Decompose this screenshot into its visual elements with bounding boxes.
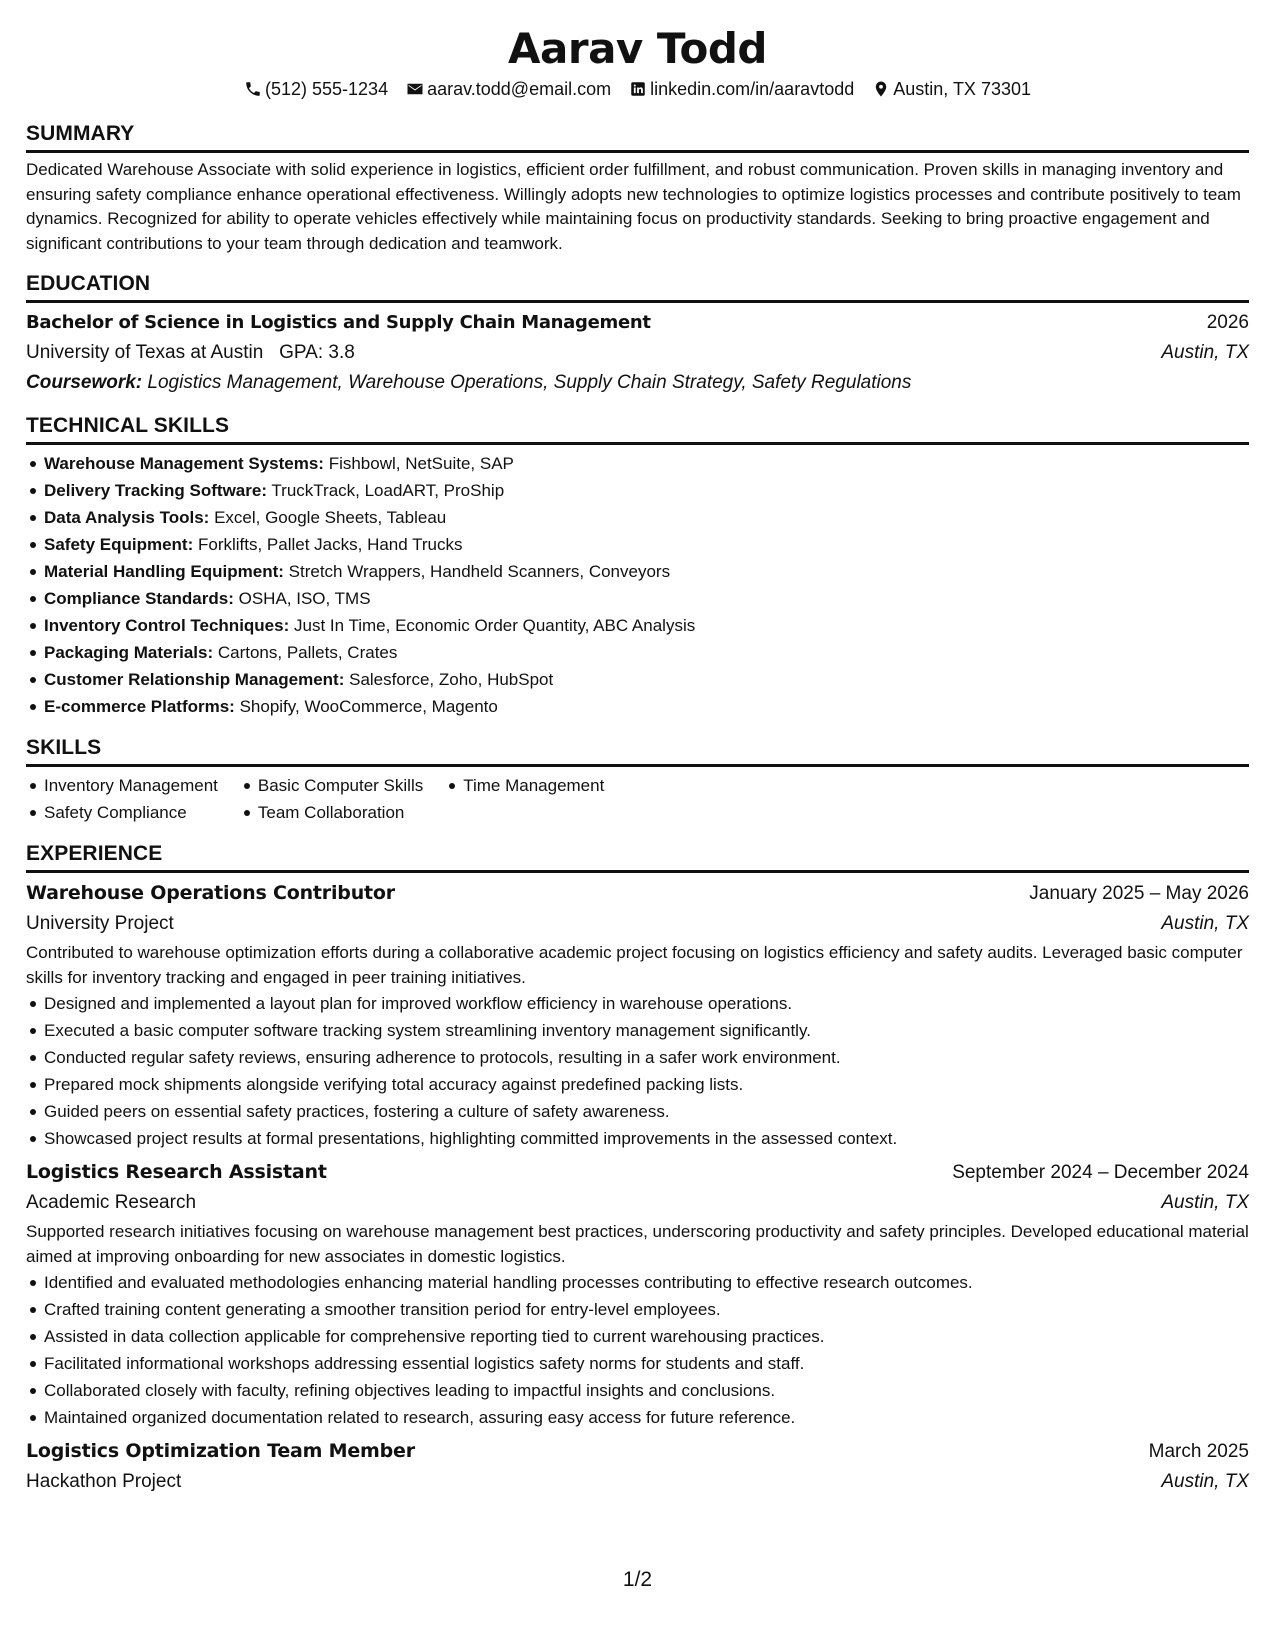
job-title: Logistics Optimization Team Member — [26, 1440, 415, 1462]
location-text: Austin, TX 73301 — [893, 79, 1031, 99]
skills-heading: SKILLS — [26, 734, 1249, 767]
gpa: GPA: 3.8 — [279, 342, 355, 363]
job-bullets — [26, 990, 1249, 1152]
envelope-icon — [406, 80, 424, 98]
education-school-row — [26, 338, 1249, 368]
summary-text: Dedicated Warehouse Associate with solid experience in logistics, efficient order fulfillment, and robust communication. Proven skills in managing inventory and ensuring safety compliance enhance operational effectiveness. Willingly adopts new technologies to optimize logistics processes and contribute positively to team dynamics. Recognized for ability to operate vehicles effectively while maintaining focus on productivity standards. Seeking to bring proactive engagement and significant contributions to your team through dedication and teamwork. — [26, 160, 1241, 253]
list-item: Safety Compliance — [26, 799, 218, 826]
contact-bar — [26, 76, 1249, 102]
technical-skills-section — [26, 412, 1249, 720]
job-organization: Academic Research — [26, 1192, 197, 1213]
experience-entry — [26, 878, 1249, 1152]
job-description: Contributed to warehouse optimization efforts during a collaborative academic project focusing on logistics efficiency and safety audits. Leveraged basic computer skills for inventory tracking and engaged in peer training initiatives. — [26, 943, 1243, 987]
job-org-row — [26, 909, 1249, 939]
skills-columns — [26, 772, 1249, 826]
school-line — [26, 338, 355, 368]
job-header-row — [26, 878, 1249, 909]
job-bullets — [26, 1269, 1249, 1431]
linkedin-text: linkedin.com/in/aaravtodd — [650, 79, 855, 99]
experience-section — [26, 840, 1249, 1497]
list-item: E-commerce Platforms: Shopify, WooCommerce, Magento — [26, 693, 1249, 720]
experience-heading: EXPERIENCE — [26, 840, 1249, 873]
job-description: Supported research initiatives focusing on warehouse management best practices, underscoring productivity and safety principles. Developed educational material aimed at improving onboarding for new associates in domestic logistics. — [26, 1222, 1249, 1266]
job-organization: University Project — [26, 913, 174, 934]
list-item: Inventory Management — [26, 772, 218, 799]
contact-phone[interactable] — [244, 76, 388, 102]
list-item: Material Handling Equipment: Stretch Wrappers, Handheld Scanners, Conveyors — [26, 558, 1249, 585]
skills-section — [26, 734, 1249, 826]
list-item: Inventory Control Techniques: Just In Time, Economic Order Quantity, ABC Analysis — [26, 612, 1249, 639]
job-title: Warehouse Operations Contributor — [26, 882, 395, 904]
job-org-row — [26, 1188, 1249, 1218]
contact-linkedin[interactable] — [629, 76, 854, 102]
coursework-list: Logistics Management, Warehouse Operations, Supply Chain Strategy, Safety Regulations — [147, 372, 912, 393]
coursework-label: Coursework: — [26, 372, 143, 393]
list-item: Designed and implemented a layout plan for improved workflow efficiency in warehouse operations. — [26, 990, 1249, 1017]
education-section — [26, 270, 1249, 398]
list-item: Compliance Standards: OSHA, ISO, TMS — [26, 585, 1249, 612]
contact-email[interactable] — [406, 76, 611, 102]
list-item: Identified and evaluated methodologies enhancing material handling processes contributing to effective research outcomes. — [26, 1269, 1249, 1296]
job-location: Austin, TX — [1161, 913, 1249, 934]
graduation-year: 2026 — [1206, 312, 1249, 333]
list-item: Assisted in data collection applicable for comprehensive reporting tied to current warehousing practices. — [26, 1323, 1249, 1350]
job-dates: January 2025 – May 2026 — [1029, 883, 1249, 904]
school-location: Austin, TX — [1161, 342, 1249, 363]
candidate-name: Aarav Todd — [508, 24, 767, 73]
list-item: Facilitated informational workshops addressing essential logistics safety norms for students and staff. — [26, 1350, 1249, 1377]
list-item: Team Collaboration — [240, 799, 423, 826]
summary-heading: SUMMARY — [26, 120, 1249, 153]
phone-text: (512) 555-1234 — [264, 79, 389, 99]
list-item: Maintained organized documentation related to research, assuring easy access for future reference. — [26, 1404, 1249, 1431]
list-item: Data Analysis Tools: Excel, Google Sheets, Tableau — [26, 504, 1249, 531]
skills-column-3 — [445, 772, 604, 826]
list-item: Crafted training content generating a smoother transition period for entry-level employees. — [26, 1296, 1249, 1323]
skills-column-2 — [240, 772, 423, 826]
page-number: 1/2 — [622, 1568, 653, 1591]
list-item: Executed a basic computer software tracking system streamlining inventory management significantly. — [26, 1017, 1249, 1044]
job-org-row — [26, 1467, 1249, 1497]
list-item: Conducted regular safety reviews, ensuring adherence to protocols, resulting in a safer work environment. — [26, 1044, 1249, 1071]
school-name: University of Texas at Austin — [26, 342, 264, 363]
list-item: Safety Equipment: Forklifts, Pallet Jacks, Hand Trucks — [26, 531, 1249, 558]
degree-title: Bachelor of Science in Logistics and Supply Chain Management — [26, 312, 651, 333]
job-dates: March 2025 — [1148, 1441, 1249, 1462]
map-pin-icon — [872, 80, 890, 98]
contact-location — [872, 76, 1031, 102]
education-heading: EDUCATION — [26, 270, 1249, 303]
list-item: Guided peers on essential safety practices, fostering a culture of safety awareness. — [26, 1098, 1249, 1125]
phone-icon — [244, 80, 262, 98]
list-item: Time Management — [445, 772, 604, 799]
list-item: Basic Computer Skills — [240, 772, 423, 799]
coursework-line — [26, 368, 1249, 398]
experience-entry — [26, 1157, 1249, 1431]
list-item: Collaborated closely with faculty, refining objectives leading to impactful insights and conclusions. — [26, 1377, 1249, 1404]
job-location: Austin, TX — [1161, 1471, 1249, 1492]
resume-page — [26, 24, 1249, 1497]
job-dates: September 2024 – December 2024 — [952, 1162, 1249, 1183]
list-item: Warehouse Management Systems: Fishbowl, NetSuite, SAP — [26, 450, 1249, 477]
skills-column-1 — [26, 772, 218, 826]
list-item: Customer Relationship Management: Salesforce, Zoho, HubSpot — [26, 666, 1249, 693]
summary-section — [26, 120, 1249, 256]
list-item: Prepared mock shipments alongside verifying total accuracy against predefined packing lists. — [26, 1071, 1249, 1098]
linkedin-icon — [629, 80, 647, 98]
email-text: aarav.todd@email.com — [427, 79, 612, 99]
experience-entry — [26, 1436, 1249, 1497]
job-header-row — [26, 1157, 1249, 1188]
technical-skills-list — [26, 450, 1249, 720]
technical-skills-heading: TECHNICAL SKILLS — [26, 412, 1249, 445]
job-location: Austin, TX — [1161, 1192, 1249, 1213]
job-organization: Hackathon Project — [26, 1471, 182, 1492]
list-item: Showcased project results at formal presentations, highlighting committed improvements in the assessed context. — [26, 1125, 1249, 1152]
list-item: Packaging Materials: Cartons, Pallets, Crates — [26, 639, 1249, 666]
job-title: Logistics Research Assistant — [26, 1161, 327, 1183]
list-item: Delivery Tracking Software: TruckTrack, LoadART, ProShip — [26, 477, 1249, 504]
education-degree-row — [26, 308, 1249, 338]
job-header-row — [26, 1436, 1249, 1467]
